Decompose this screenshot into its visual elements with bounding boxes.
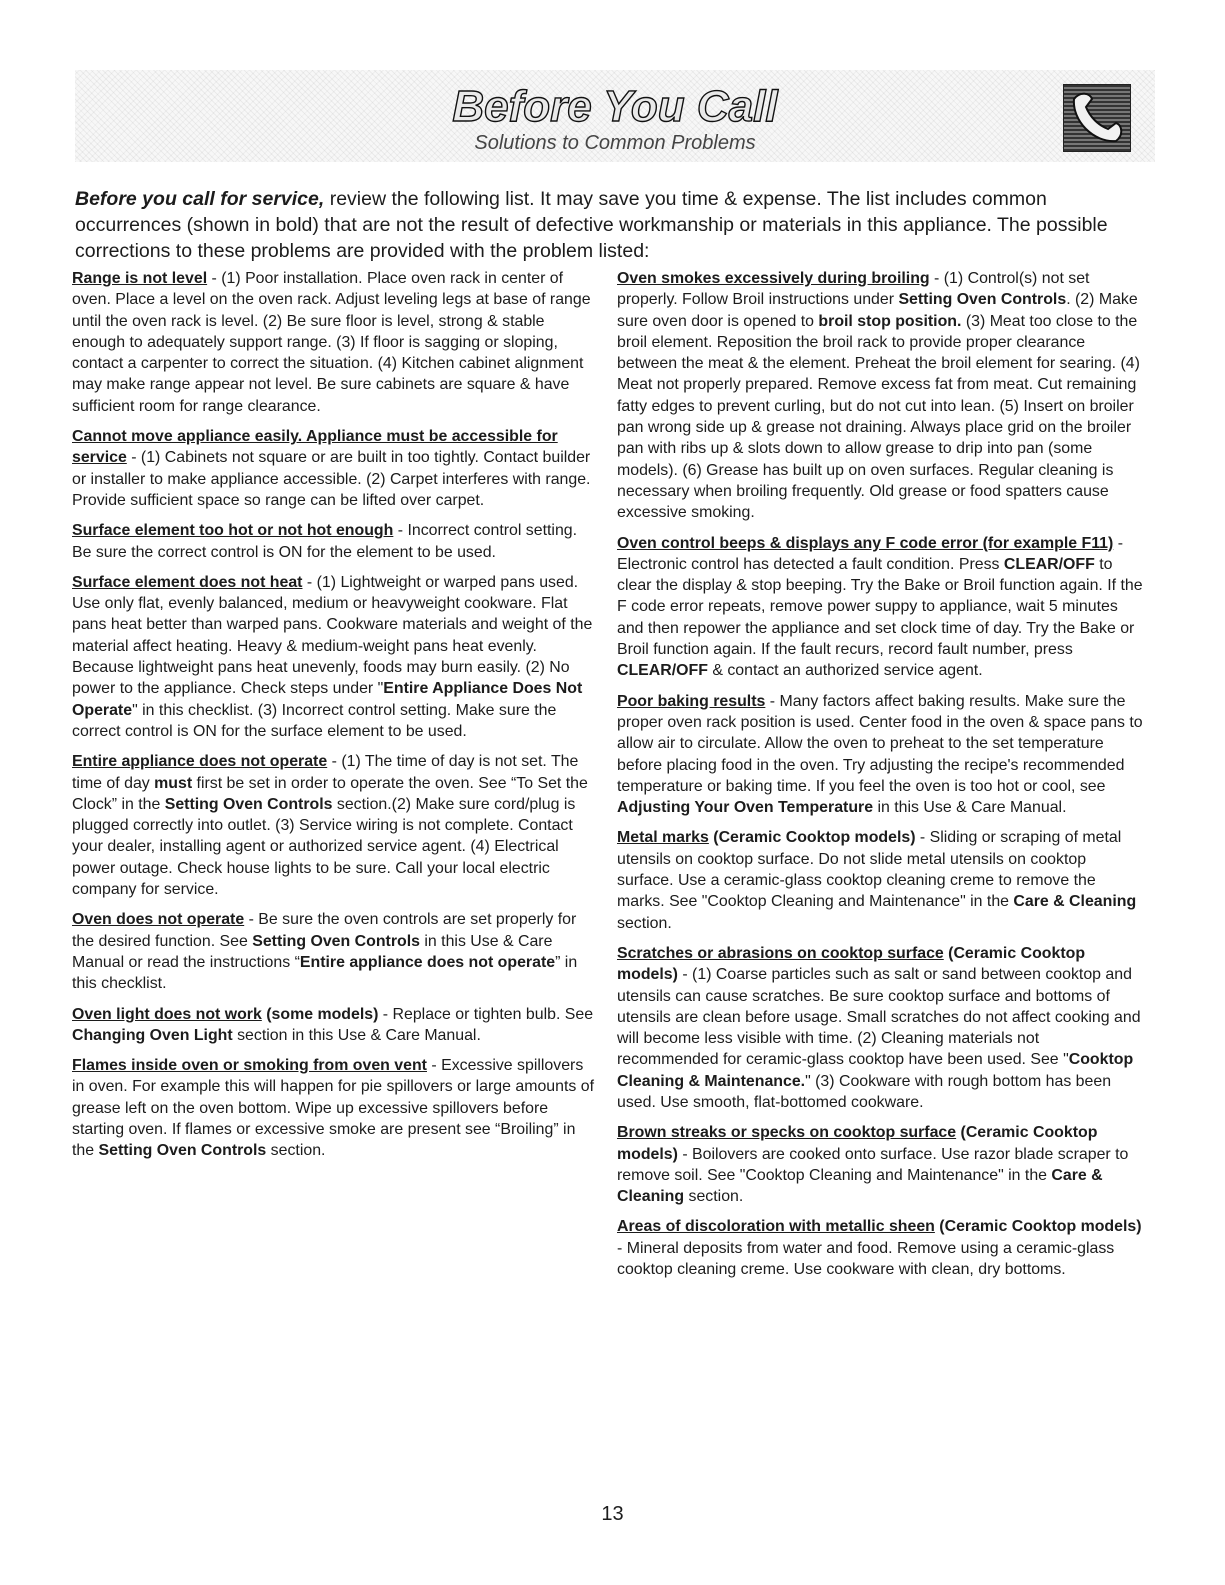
entry-text: section.(2) Make sure cord/plug is plugged correctly into outlet. (3) Service wiring is not complete. Contact your dealer, installing agent or authorized service agent. (4) Electrical power outage. Check house lights to be sure. Call your local electric company for service. bbox=[72, 795, 576, 899]
entry-bold: Care & Cleaning bbox=[1013, 893, 1137, 911]
entry-text: " (3) Cookware with rough bottom has been used. Use smooth, flat-bottomed cookware. bbox=[617, 1072, 1112, 1111]
entry-bold: CLEAR/OFF bbox=[1003, 555, 1095, 573]
entry-heading: Range is not level bbox=[72, 270, 208, 287]
page-subtitle: Solutions to Common Problems bbox=[474, 132, 756, 154]
entry-text: in this Use & Care Manual or read the instructions “ bbox=[72, 932, 553, 971]
entry-cannot-move bbox=[72, 426, 594, 511]
entry-text: - Incorrect control setting. Be sure the correct control is ON for the element to be used. bbox=[72, 522, 578, 561]
entry-bold: Setting Oven Controls bbox=[898, 291, 1067, 309]
entry-heading: Oven smokes excessively during broiling bbox=[617, 270, 930, 287]
entry-heading: Oven does not operate bbox=[72, 911, 245, 929]
entry-text: - (1) Control(s) not set properly. Follow Broil instructions under bbox=[617, 270, 1090, 309]
entry-bold: broil stop position. bbox=[818, 312, 962, 330]
entry-bold: Changing Oven Light bbox=[72, 1026, 233, 1044]
entry-text: - Replace or tighten bulb. See bbox=[378, 1005, 594, 1023]
entry-text: & contact an authorized service agent. bbox=[707, 662, 983, 680]
entry-text: - Many factors affect baking results. Make sure the proper oven rack position is used. Center food in the oven & space pans to allow air to circulate. Allow the oven to preheat to the set temperature before placing food in the oven. Try adjusting the recipe's recommended temperature or baking time. If you feel the oven is too hot or cool, see bbox=[617, 692, 1143, 795]
entry-entire-not-operate bbox=[72, 751, 594, 900]
entry-heading: Entire appliance does not operate bbox=[72, 753, 328, 771]
entry-bold: Entire appliance does not operate bbox=[299, 953, 556, 971]
entry-surface-not-heat bbox=[72, 572, 594, 742]
entry-bold: must bbox=[154, 774, 193, 792]
entry-bold: Adjusting Your Oven Temperature bbox=[617, 799, 874, 817]
entry-oven-smokes bbox=[617, 268, 1145, 524]
entry-text: - Mineral deposits from water and food. Remove using a ceramic-glass cooktop cleaning creme. Use cookware with clean, dry bottoms. bbox=[617, 1239, 1115, 1279]
entry-heading: Surface element does not heat bbox=[72, 573, 303, 591]
telephone-icon bbox=[1063, 84, 1131, 152]
entry-text: - Sliding or scraping of metal utensils on cooktop surface. Do not slide metal utensils on cooktop surface. Use a ceramic-glass cooktop cleaning creme to remove the marks. See "Cooktop Cleaning and Maintenance" in the bbox=[617, 829, 1122, 911]
entry-text: section. bbox=[617, 914, 672, 932]
entry-heading: Areas of discoloration with metallic sheen bbox=[617, 1218, 935, 1236]
entry-discoloration bbox=[617, 1216, 1145, 1280]
entry-heading: Surface element too hot or not hot enough bbox=[72, 522, 394, 540]
entry-bold: CLEAR/OFF bbox=[617, 662, 708, 680]
entry-heading: Cannot move appliance easily. Appliance must be accessible for service bbox=[72, 428, 558, 467]
entry-text: to clear the display & stop beeping. Try the Bake or Broil function again. If the F code error repeats, remove power suppy to appliance, wait 5 minutes and then repower the appliance and set clock time of day. Try the Bake or Broil function again. If the fault recurs, record fault number, press bbox=[617, 555, 1143, 659]
entry-surface-too-hot bbox=[72, 520, 594, 563]
entry-metal-marks bbox=[617, 827, 1145, 933]
intro-paragraph bbox=[75, 186, 1155, 264]
entry-text: - (1) Lightweight or warped pans used. Use only flat, evenly balanced, medium or heavyweight cookware. Flat pans heat better than warped pans. Cookware materials and weight of the material affect heating. Heavy & medium-weight pans heat evenly. Because lightweight pans heat unevenly, foods may burn easily. (2) No power to the appliance. Check steps under " bbox=[72, 573, 593, 698]
entry-text: " in this checklist. (3) Incorrect control setting. Make sure the correct control is ON for the surface element to be used. bbox=[72, 701, 557, 740]
entry-text: - (1) Cabinets not square or are built in too tightly. Contact builder or installer to make appliance accessible. (2) Carpet interferes with range. Provide sufficient space so range can be lifted over carpet. bbox=[72, 449, 591, 509]
entry-text: . (2) Make sure oven door is opened to bbox=[617, 291, 1138, 330]
entry-oven-beeps bbox=[617, 533, 1145, 682]
entry-bold: (Ceramic Cooktop models) bbox=[934, 1218, 1142, 1236]
entry-bold: (Ceramic Cooktop models) bbox=[708, 829, 916, 847]
entry-heading: Scratches or abrasions on cooktop surface bbox=[617, 944, 944, 962]
entry-heading: Brown streaks or specks on cooktop surface bbox=[617, 1124, 957, 1142]
entry-flames-inside bbox=[72, 1055, 594, 1161]
entry-bold: Setting Oven Controls bbox=[252, 932, 420, 950]
entry-text: - Electronic control has detected a fault condition. Press bbox=[617, 534, 1124, 573]
entry-bold: Cooktop Cleaning & Maintenance. bbox=[617, 1051, 1134, 1090]
entry-heading: Poor baking results bbox=[617, 692, 766, 710]
entry-oven-light bbox=[72, 1004, 594, 1047]
left-column bbox=[72, 268, 594, 1171]
entry-bold: Setting Oven Controls bbox=[98, 1142, 267, 1160]
entry-bold: Setting Oven Controls bbox=[164, 795, 333, 813]
entry-text: first be set in order to operate the oven. See “To Set the Clock” in the bbox=[72, 774, 588, 813]
entry-text: - (1) Coarse particles such as salt or sand between cooktop and utensils can cause scratches. Be sure cooktop surface and bottoms of utensils are clean before usage. Small scratches do not affect cooking and will become less visible with time. (2) Cleaning materials not recommended for ceramic-glass cooktop have been used. See " bbox=[617, 966, 1141, 1069]
entry-text: section. bbox=[266, 1142, 326, 1160]
page-number: 13 bbox=[601, 1503, 624, 1525]
entry-text: - Excessive spillovers in oven. For example this will happen for pie spillovers or large amounts of grease left on the oven bottom. Wipe up excessive spillovers before starting oven. If flames or excessive smoke are present see “Broiling” in the bbox=[72, 1057, 595, 1160]
entry-bold: (Ceramic Cooktop models) bbox=[617, 1124, 1098, 1163]
right-column bbox=[617, 268, 1145, 1289]
entry-text: - Boilovers are cooked onto surface. Use razor blade scraper to remove soil. See "Cooktop Cleaning and Maintenance" in the bbox=[617, 1145, 1129, 1184]
intro-lead: Before you call for service, bbox=[75, 188, 325, 210]
intro-text: review the following list. It may save you time & expense. The list includes common occurrences (shown in bold) that are not the result of defective workmanship or materials in this appliance. The possible corrections to these problems are provided with the problem listed: bbox=[75, 188, 1108, 262]
entry-text: - (1) Poor installation. Place oven rack in center of oven. Place a level on the oven rack. Adjust leveling legs at base of range until the oven rack is level. (2) Be sure floor is level, strong & stable enough to adequately support range. (3) If floor is sagging or sloping, contact a carpenter to correct the situation. (4) Kitchen cabinet alignment may make range appear not level. Be sure cabinets are square & have sufficient room for range clearance. bbox=[72, 270, 591, 415]
entry-text: - Be sure the oven controls are set properly for the desired function. See bbox=[72, 911, 577, 950]
entry-text: section in this Use & Care Manual. bbox=[232, 1026, 481, 1044]
entry-text: in this Use & Care Manual. bbox=[873, 799, 1067, 817]
entry-poor-baking bbox=[617, 691, 1145, 819]
entry-scratches bbox=[617, 943, 1145, 1113]
entry-text: ” in this checklist. bbox=[72, 953, 578, 993]
entry-range-not-level bbox=[72, 268, 594, 417]
entry-oven-not-operate bbox=[72, 909, 594, 994]
entry-heading: Oven control beeps & displays any F code error (for example F11) bbox=[617, 534, 1114, 552]
page-title: Before You Call bbox=[452, 82, 778, 131]
entry-heading: Flames inside oven or smoking from oven vent bbox=[72, 1057, 427, 1075]
entry-bold: (some models) bbox=[261, 1005, 379, 1023]
entry-bold: (Ceramic Cooktop models) bbox=[617, 944, 1086, 984]
entry-heading: Oven light does not work bbox=[72, 1005, 262, 1023]
header-banner bbox=[75, 70, 1155, 162]
entry-text: - (1) The time of day is not set. The time of day bbox=[72, 753, 579, 792]
entry-brown-streaks bbox=[617, 1122, 1145, 1207]
entry-heading: Metal marks bbox=[617, 829, 709, 847]
entry-bold: Care & Cleaning bbox=[617, 1166, 1103, 1206]
entry-bold: Entire Appliance Does Not Operate bbox=[72, 680, 583, 719]
entry-text: (3) Meat too close to the broil element. Reposition the broil rack to provide proper clearance between the meat & the element. Preheat the broil element for searing. (4) Meat not properly prepared. Remove excess fat from meat. Cut remaining fatty edges to prevent curling, but do not cut into lean. (5) Insert on broiler pan wrong side up & grease not draining. Always place grid on the broiler pan with ribs up & slots down to allow grease to drip into pan (some models). (6) Grease has built up on oven surfaces. Regular cleaning is necessary when broiling frequently. Old grease or food spatters cause excessive smoking. bbox=[617, 312, 1140, 522]
entry-text: section. bbox=[684, 1188, 744, 1206]
